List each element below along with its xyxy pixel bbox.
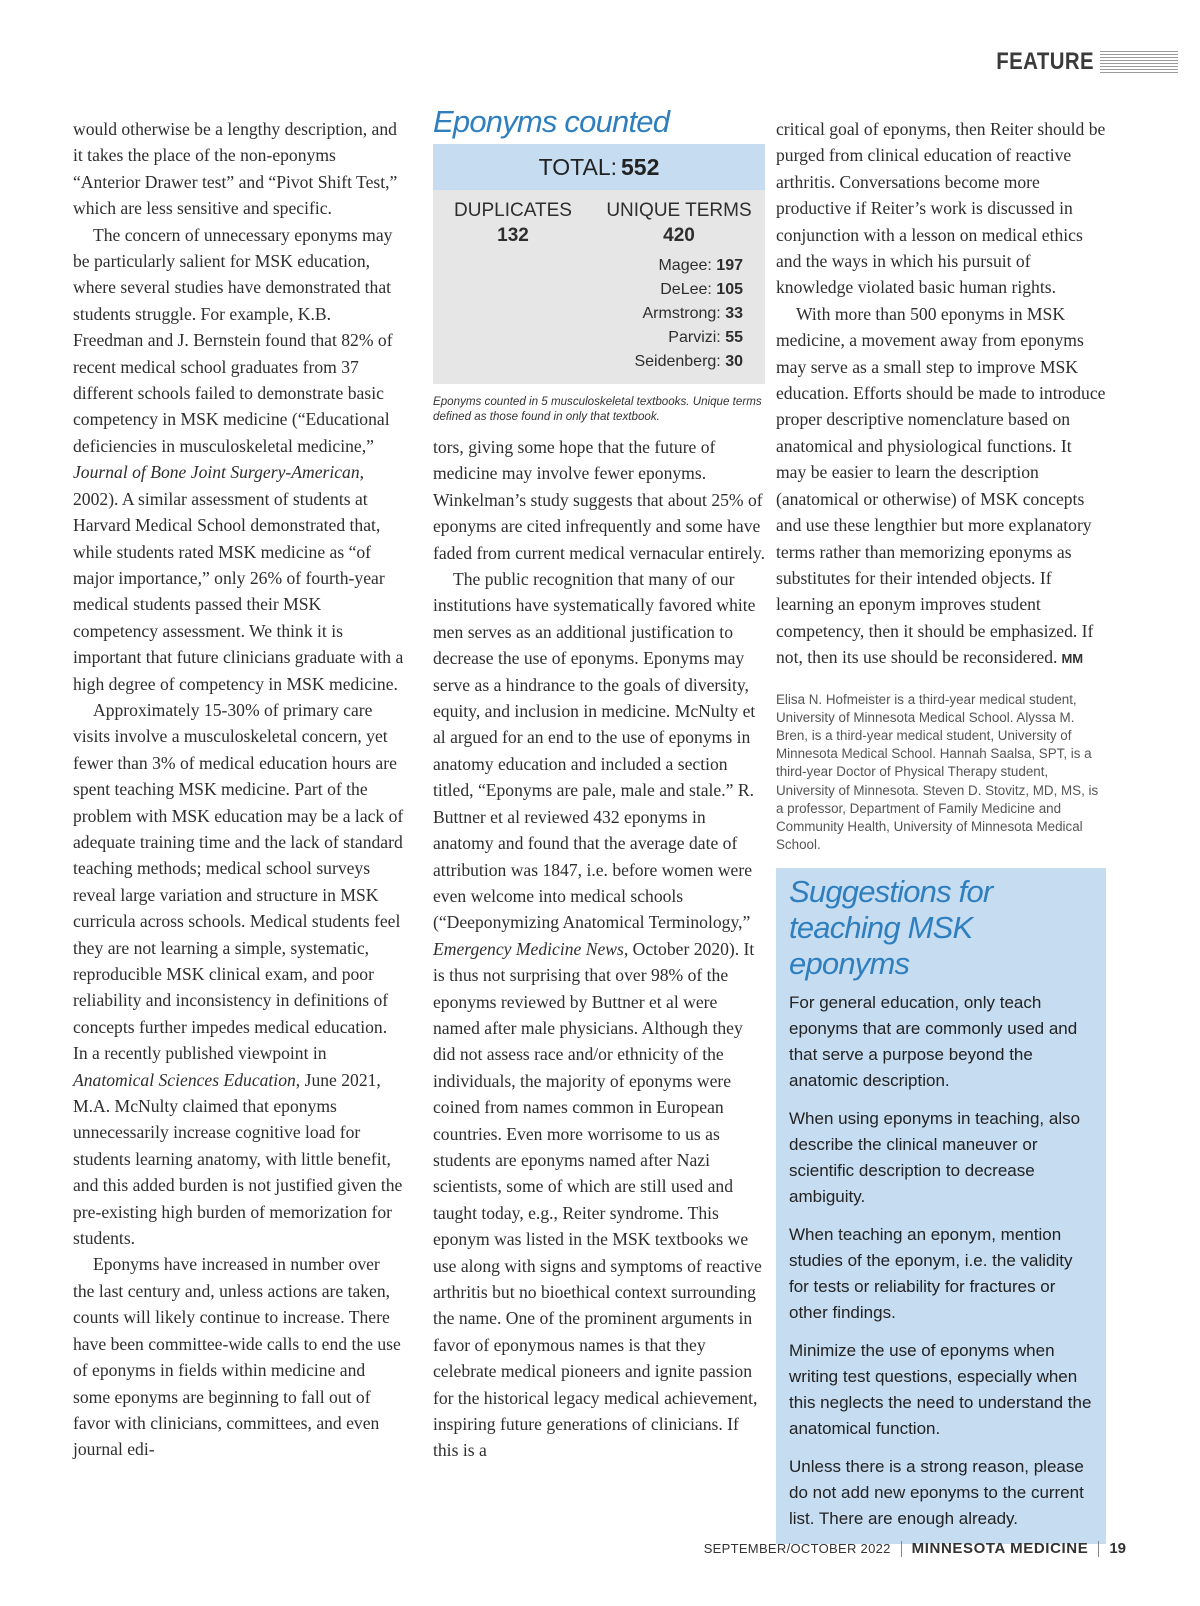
textbook-row xyxy=(593,326,743,350)
unique-terms-cell xyxy=(593,198,765,374)
suggestion-item: When teaching an eponym, mention studies of the eponym, i.e. the validity for tests or reliability for fractures or other findings. xyxy=(789,1225,1073,1323)
article-column-3 xyxy=(776,116,1106,1544)
suggestion-item: When using eponyms in teaching, also describe the clinical maneuver or scientific description to decrease ambiguity. xyxy=(789,1109,1081,1207)
article-column-2 xyxy=(433,104,765,1464)
textbook-count: 105 xyxy=(716,281,743,298)
unique-value: 420 xyxy=(663,225,695,246)
col2-paragraph-1: tors, giving some hope that the future of medicine may involve fewer eponyms. Winkelman’s study suggests that about 25% of eponyms are cited infrequently and some have faded from current medical vernacular entirely. xyxy=(433,437,765,563)
textbook-count: 33 xyxy=(725,305,743,322)
col1-paragraph-4: Eponyms have increased in number over the last century and, unless actions are taken, counts will likely continue to increase. There have been committee-wide calls to end the use of eponyms in fields within medicine and some eponyms are beginning to fall out of favor with clinicians, committees, and even journal edi- xyxy=(73,1254,401,1460)
unique-label: UNIQUE TERMS xyxy=(606,200,752,221)
suggestions-title: Suggestions for teaching MSK eponyms xyxy=(789,874,993,982)
col1-p2-journal: Journal of Bone Joint Surgery-American xyxy=(73,462,360,483)
textbook-name: DeLee: xyxy=(660,281,712,298)
col3-paragraph-1: critical goal of eponyms, then Reiter should be purged from clinical education of reactive arthritis. Conversations become more productive if Reiter’s work is discussed in conjunction with a lesson on medical ethics and the ways in which his pursuit of knowledge violated basic human rights. xyxy=(776,119,1106,298)
textbook-name: Parvizi: xyxy=(668,329,721,346)
eponyms-box-title: Eponyms counted xyxy=(433,104,670,139)
textbook-row xyxy=(593,302,743,326)
col1-paragraph-1: would otherwise be a lengthy description, and it takes the place of the non-eponyms “Anterior Drawer test” and “Pivot Shift Test,” which are less sensitive and specific. xyxy=(73,119,398,219)
author-bio: Elisa N. Hofmeister is a third-year medical student, University of Minnesota Medical School. Alyssa M. Bren, is a third-year medical student, University of Minnesota Medical School. Hannah Saalsa, SPT, is a third-year Doctor of Physical Therapy student, University of Minnesota. Steven D. Stovitz, MD, MS, is a professor, Department of Family Medicine and Community Health, University of Minnesota Medical School. xyxy=(776,691,1099,853)
textbook-row xyxy=(593,278,743,302)
section-header xyxy=(979,48,1178,76)
col2-p2-journal: Emergency Medicine News xyxy=(433,938,624,959)
end-mark: MM xyxy=(1061,651,1084,667)
article-column-1 xyxy=(73,116,405,1463)
eponyms-box-caption: Eponyms counted in 5 musculoskeletal textbooks. Unique terms defined as those found in only that textbook. xyxy=(433,395,762,423)
counts-breakdown xyxy=(433,190,765,384)
col2-paragraph-2 xyxy=(433,566,765,1464)
footer-divider xyxy=(901,1541,902,1557)
col2-p2-end: , October 2020). It is thus not surprising that over 98% of the eponyms reviewed by Buttner et al were named after male physicians. Although they did not assess race and/or ethnicity of the individuals, the majority of eponyms were coined from names common in European countries. Even more worrisome to us as students are eponyms named after Nazi scientists, some of which are still used and taught today, e.g., Reiter syndrome. This eponym was listed in the MSK textbooks we use along with signs and symptoms of reactive arthritis but no bioethical context surrounding the name. One of the prominent arguments in favor of eponymous names is that they celebrate medical pioneers and ignite passion for the historical legacy medical achievement, inspiring future generations of clinicians. If this is a xyxy=(433,938,762,1461)
duplicates-label: DUPLICATES xyxy=(454,200,572,221)
total-row xyxy=(433,144,765,190)
page-number: 19 xyxy=(1109,1540,1126,1557)
eponyms-count-box xyxy=(433,144,765,384)
suggestion-item: Unless there is a strong reason, please do not add new eponyms to the current list. There are enough already. xyxy=(789,1457,1084,1529)
textbook-name: Magee: xyxy=(658,257,712,274)
textbook-name: Armstrong: xyxy=(642,305,721,322)
col3-p2-text: With more than 500 eponyms in MSK medicine, a movement away from eponyms may serve as a small step to improve MSK education. Efforts should be made to introduce proper descriptive nomenclature based on anatomical and physiological functions. It may be easier to learn the description (anatomical or otherwise) of MSK concepts and use these lengthier but more explanatory terms rather than memorizing eponyms as substitutes for their intended objects. If learning an eponym improves student competency, then it should be emphasized. If not, then its use should be reconsidered. xyxy=(776,303,1106,668)
col1-p3-text: Approximately 15-30% of primary care visits involve a musculoskeletal concern, yet fewer than 3% of medical education hours are spent teaching MSK medicine. Part of the problem with MSK education may be a lack of adequate training time and the lack of standard teaching methods; medical school surveys reveal large variation and structure in MSK curricula across schools. Medical students feel they are not learning a simple, systematic, reproducible MSK clinical exam, and poor reliability and inconsistency in definitions of concepts further impedes medical education. In a recently published viewpoint in xyxy=(73,699,404,1064)
col1-p2-end: , 2002). A similar assessment of students at Harvard Medical School demonstrated that, while students rated MSK medicine as “of major importance,” only 26% of fourth-year medical students passed their MSK competency assessment. We think it is important that future clinicians graduate with a high degree of competency in MSK medicine. xyxy=(73,462,404,694)
textbook-list xyxy=(593,254,765,374)
textbook-name: Seidenberg: xyxy=(634,353,721,370)
col1-p2-text: The concern of unnecessary eponyms may be particularly salient for MSK education, where several studies have demonstrated that students struggle. For example, K.B. Freedman and J. Bernstein found that 82% of recent medical school graduates from 37 different schools failed to demonstrate basic competency in MSK medicine (“Educational deficiencies in musculoskeletal medicine,” xyxy=(73,224,393,456)
suggestions-box xyxy=(776,868,1106,1544)
textbook-row xyxy=(593,254,743,278)
header-stripes-decoration xyxy=(1100,51,1178,73)
duplicates-cell xyxy=(433,198,593,374)
suggestion-item: For general education, only teach eponyms that are commonly used and that serve a purpose beyond the anatomic description. xyxy=(789,993,1078,1091)
col3-paragraph-2 xyxy=(776,301,1106,673)
col1-paragraph-3 xyxy=(73,697,405,1252)
total-label: TOTAL: xyxy=(538,153,617,180)
col1-paragraph-2 xyxy=(73,222,405,697)
textbook-count: 55 xyxy=(725,329,743,346)
magazine-name: MINNESOTA MEDICINE xyxy=(911,1540,1089,1557)
textbook-row xyxy=(593,350,743,374)
col1-p3-end: , June 2021, M.A. McNulty claimed that eponyms unnecessarily increase cognitive load for students learning anatomy, with little benefit, and this added burden is not justified given the pre-existing high burden of memorization for students. xyxy=(73,1069,403,1249)
suggestion-item: Minimize the use of eponyms when writing test questions, especially when this neglects the need to understand the anatomical function. xyxy=(789,1341,1092,1439)
col2-p2-text: The public recognition that many of our institutions have systematically favored white men serves as an additional justification to decrease the use of eponyms. Eponyms may serve as a hindrance to the goals of diversity, equity, and inclusion in medicine. McNulty et al argued for an end to the use of eponyms in anatomy education and included a section titled, “Eponyms are pale, male and stale.” R. Buttner et al reviewed 432 eponyms in anatomy and found that the average date of attribution was 1847, i.e. before women were even welcome into medical schools (“Deeponymizing Anatomical Terminology,” xyxy=(433,569,756,933)
footer-divider xyxy=(1098,1541,1099,1557)
textbook-count: 30 xyxy=(725,353,743,370)
col1-p3-journal: Anatomical Sciences Education xyxy=(73,1069,296,1090)
page-footer xyxy=(704,1540,1126,1557)
duplicates-value: 132 xyxy=(497,225,529,246)
section-label: FEATURE xyxy=(996,48,1094,75)
total-value: 552 xyxy=(621,153,660,180)
textbook-count: 197 xyxy=(716,257,743,274)
issue-date: SEPTEMBER/OCTOBER 2022 xyxy=(703,1541,891,1556)
